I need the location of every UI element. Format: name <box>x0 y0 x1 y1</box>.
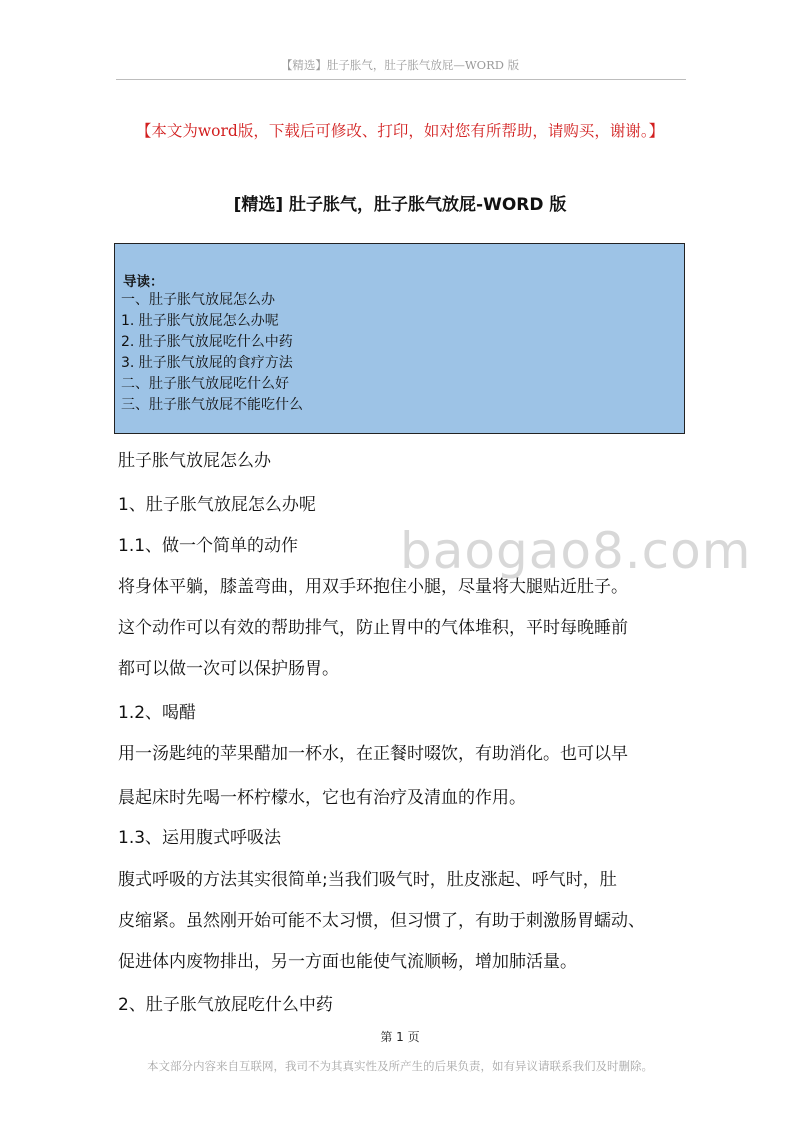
guide-item: 一、肚子胀气放屁怎么办 <box>121 292 275 308</box>
subsection-heading: 1、肚子胀气放屁怎么办呢 <box>118 495 316 515</box>
watermark: baogao8.com <box>400 522 752 580</box>
word-version-notice: 【本文为word版，下载后可修改、打印，如对您有所帮助，请购买，谢谢。】 <box>135 122 665 140</box>
subsection-heading: 1.3、运用腹式呼吸法 <box>118 828 282 848</box>
guide-box <box>114 243 685 434</box>
guide-item: 三、肚子胀气放屁不能吃什么 <box>121 397 303 413</box>
paragraph-line: 用一汤匙纯的苹果醋加一杯水，在正餐时啜饮，有助消化。也可以早 <box>118 744 628 764</box>
guide-item: 2. 肚子胀气放屁吃什么中药 <box>121 334 293 350</box>
document-title: [精选] 肚子胀气，肚子胀气放屁-WORD 版 <box>233 195 567 215</box>
paragraph-line: 皮缩紧。虽然刚开始可能不太习惯，但习惯了，有助于刺激肠胃蠕动、 <box>118 911 645 931</box>
paragraph-line: 晨起床时先喝一杯柠檬水，它也有治疗及清血的作用。 <box>118 788 526 808</box>
paragraph-line: 促进体内废物排出，另一方面也能使气流顺畅，增加肺活量。 <box>118 952 577 972</box>
subsection-heading: 2、肚子胀气放屁吃什么中药 <box>118 995 333 1015</box>
section-heading: 肚子胀气放屁怎么办 <box>118 451 271 471</box>
guide-item: 二、肚子胀气放屁吃什么好 <box>121 376 289 392</box>
page-header: 【精选】肚子胀气，肚子胀气放屁—WORD 版 <box>280 58 520 72</box>
guide-item: 3. 肚子胀气放屁的食疗方法 <box>121 355 293 371</box>
subsection-heading: 1.2、喝醋 <box>118 703 197 723</box>
paragraph-line: 腹式呼吸的方法其实很简单;当我们吸气时，肚皮涨起、呼气时，肚 <box>118 870 617 890</box>
guide-item: 1. 肚子胀气放屁怎么办呢 <box>121 313 279 329</box>
paragraph-line: 将身体平躺，膝盖弯曲，用双手环抱住小腿，尽量将大腿贴近肚子。 <box>118 577 628 597</box>
guide-title: 导读： <box>123 274 164 290</box>
page-number: 第 1 页 <box>380 1030 420 1044</box>
paragraph-line: 这个动作可以有效的帮助排气，防止胃中的气体堆积，平时每晚睡前 <box>118 618 628 638</box>
header-divider <box>116 79 686 80</box>
subsection-heading: 1.1、做一个简单的动作 <box>118 536 299 556</box>
page-footer-disclaimer: 本文部分内容来自互联网，我司不为其真实性及所产生的后果负责，如有异议请联系我们及时删除。 <box>147 1059 653 1073</box>
paragraph-line: 都可以做一次可以保护肠胃。 <box>118 659 339 679</box>
